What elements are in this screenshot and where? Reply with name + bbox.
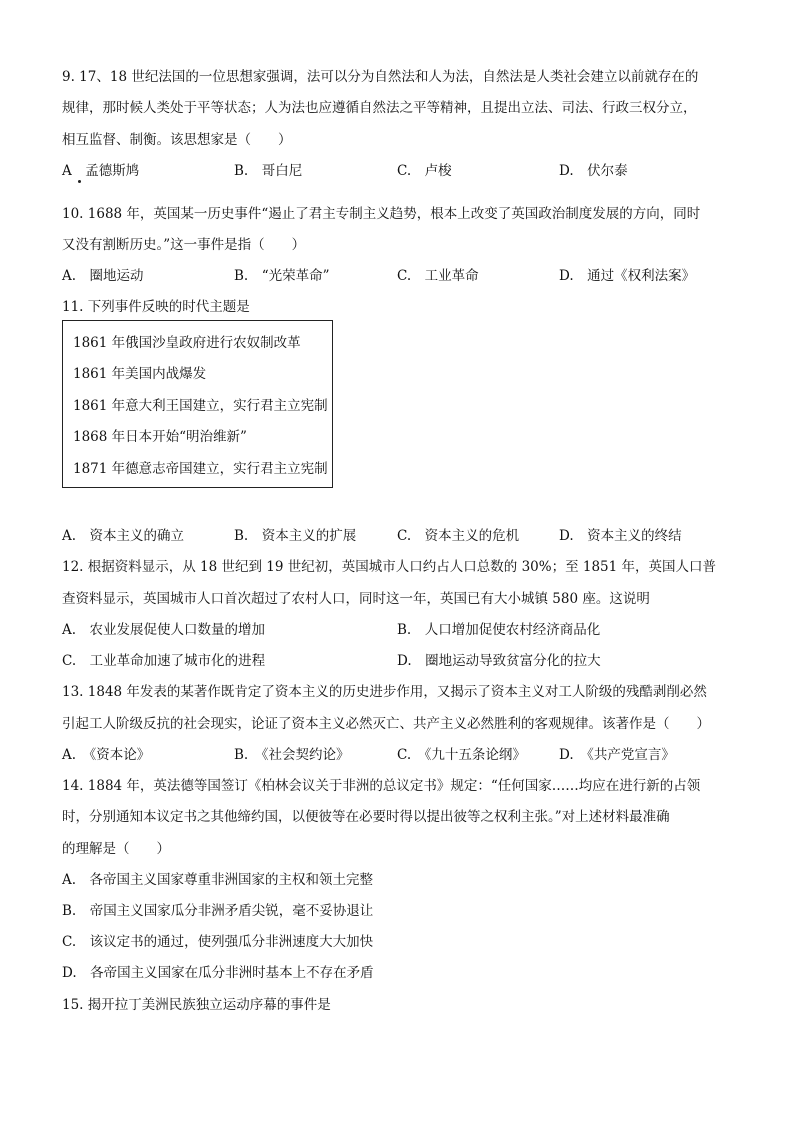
q14-line-3: 的理解是（ ）: [62, 841, 170, 857]
q11-option-a[interactable]: A. 资本主义的确立: [62, 528, 185, 544]
q11-event-3: 1861 年意大利王国建立，实行君主立宪制: [73, 398, 328, 414]
q11-event-1: 1861 年俄国沙皇政府进行农奴制改革: [73, 335, 301, 351]
q11-event-2: 1861 年美国内战爆发: [73, 366, 207, 382]
q14-option-a[interactable]: A. 各帝国主义国家尊重非洲国家的主权和领土完整: [62, 872, 374, 888]
q11-stem: 11. 下列事件反映的时代主题是: [62, 299, 250, 315]
q13-line-2: 引起工人阶级反抗的社会现实，论证了资本主义必然灭亡、共产主义必然胜利的客观规律。该著作是（ ）: [62, 716, 710, 732]
q12-line-2: 查资料显示，英国城市人口首次超过了农村人口，同时这一年，英国已有大小城镇 580 座。这说明: [62, 591, 650, 607]
q10-option-d[interactable]: D. 通过《权利法案》: [559, 268, 696, 284]
q13-line-1: 13. 1848 年发表的某著作既肯定了资本主义的历史进步作用，又揭示了资本主义对工人阶级的残酷剥削必然: [62, 684, 707, 700]
q9-option-b[interactable]: B. 哥白尼: [234, 163, 303, 179]
q11-event-4: 1868 年日本开始“明治维新”: [73, 429, 247, 445]
q11-option-c[interactable]: C. 资本主义的危机: [397, 528, 520, 544]
q12-option-b[interactable]: B. 人口增加促使农村经济商品化: [397, 622, 601, 638]
q15-stem: 15. 揭开拉丁美洲民族独立运动序幕的事件是: [62, 997, 331, 1013]
q13-option-d[interactable]: D. 《共产党宣言》: [559, 747, 675, 763]
q11-events-box: [62, 320, 333, 488]
q14-line-2: 时，分别通知本议定书之其他缔约国，以便彼等在必要时得以提出彼等之权利主张。”对上述材料最准确: [62, 809, 670, 825]
mark-dot: [78, 180, 81, 183]
q14-option-d[interactable]: D. 各帝国主义国家在瓜分非洲时基本上不存在矛盾: [62, 965, 374, 981]
q10-option-a[interactable]: A. 圈地运动: [62, 268, 144, 284]
q14-option-b[interactable]: B. 帝国主义国家瓜分非洲矛盾尖锐，毫不妥协退让: [62, 903, 374, 919]
q9-line-2: 规律，那时候人类处于平等状态；人为法也应遵循自然法之平等精神，且提出立法、司法、行政三权分立，: [62, 100, 697, 116]
q14-option-c[interactable]: C. 该议定书的通过，使列强瓜分非洲速度大大加快: [62, 934, 374, 950]
q10-line-1: 10. 1688 年，英国某一历史事件“遏止了君主专制主义趋势，根本上改变了英国政治制度发展的方向，同时: [62, 206, 701, 222]
q14-line-1: 14. 1884 年，英法德等国签订《柏林会议关于非洲的总议定书》规定：“任何国家……均应在进行新的占领: [62, 778, 701, 794]
q12-line-1: 12. 根据资料显示，从 18 世纪到 19 世纪初，英国城市人口约占人口总数的 30%；至 1851 年，英国人口普: [62, 559, 717, 575]
q13-option-c[interactable]: C. 《九十五条论纲》: [397, 747, 526, 763]
q13-option-a[interactable]: A. 《资本论》: [62, 747, 151, 763]
q12-option-d[interactable]: D. 圈地运动导致贫富分化的拉大: [397, 653, 601, 669]
q12-option-a[interactable]: A. 农业发展促使人口数量的增加: [62, 622, 266, 638]
q10-option-c[interactable]: C. 工业革命: [397, 268, 479, 284]
q9-option-c[interactable]: C. 卢梭: [397, 163, 452, 179]
q9-option-d[interactable]: D. 伏尔泰: [559, 163, 628, 179]
q9-option-a[interactable]: A 孟德斯鸠: [62, 163, 140, 179]
q10-option-b[interactable]: B. “光荣革命”: [234, 268, 330, 284]
q9-line-3: 相互监督、制衡。该思想家是（ ）: [62, 132, 292, 148]
q9-line-1: 9. 17、18 世纪法国的一位思想家强调，法可以分为自然法和人为法，自然法是人类社会建立以前就存在的: [62, 69, 699, 85]
q11-option-d[interactable]: D. 资本主义的终结: [559, 528, 682, 544]
q13-option-b[interactable]: B. 《社会契约论》: [234, 747, 350, 763]
q11-option-b[interactable]: B. 资本主义的扩展: [234, 528, 357, 544]
q10-line-2: 又没有割断历史。”这一事件是指（ ）: [62, 237, 306, 253]
q12-option-c[interactable]: C. 工业革命加速了城市化的进程: [62, 653, 266, 669]
q11-event-5: 1871 年德意志帝国建立，实行君主立宪制: [73, 461, 328, 477]
